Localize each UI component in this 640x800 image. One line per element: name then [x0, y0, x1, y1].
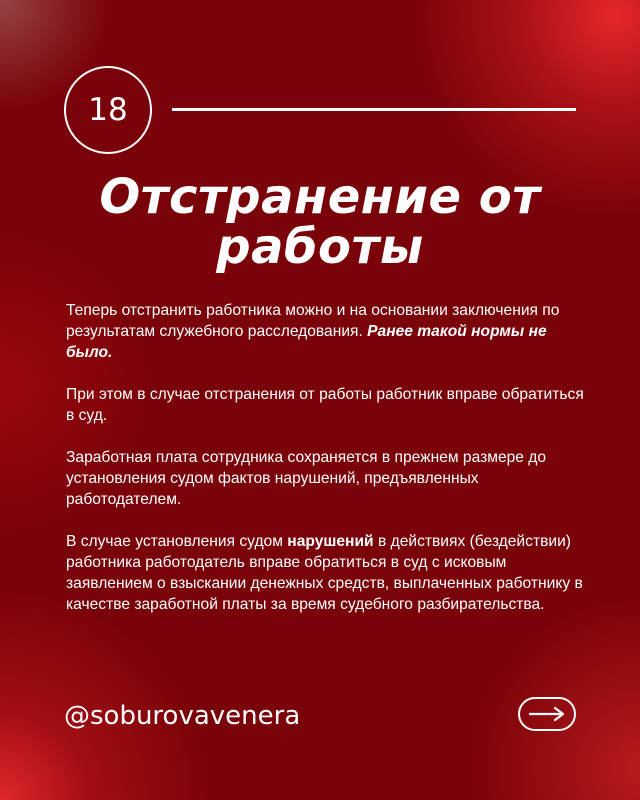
paragraph-4	[66, 531, 586, 615]
paragraph-2: При этом в случае отстранения от работы работник вправе обратиться в суд.	[66, 386, 584, 424]
slide-body	[66, 300, 586, 636]
paragraph-4-before: В случае установления судом	[66, 533, 288, 550]
author-handle[interactable]: @soburovavenera	[64, 701, 301, 731]
paragraph-4-after: в действиях (бездействии) работника работодатель вправе обратиться в суд с исковым заявлением о взыскании денежных средств, выплаченных работнику в качестве заработной платы за время судебного разбирательства.	[66, 533, 583, 613]
paragraph-1	[66, 300, 586, 363]
paragraph-3: Заработная плата сотрудника сохраняется в прежнем размере до установления судом фактов нарушений, предъявленных работодателем.	[66, 449, 547, 508]
arrow-right-icon	[528, 706, 566, 722]
next-slide-button[interactable]	[518, 697, 576, 731]
paragraph-4-bold: нарушений	[287, 533, 374, 550]
paragraph-1-emphasis: Ранее такой нормы не было.	[66, 323, 547, 361]
slide-number: 18	[88, 92, 128, 128]
slide-number-badge	[64, 66, 152, 154]
header-divider	[172, 108, 576, 111]
slide-title: Отстранение от работы	[99, 169, 541, 275]
paragraph-1-text: Теперь отстранить работника можно и на основании заключения по результатам служебного расследования.	[66, 302, 560, 340]
